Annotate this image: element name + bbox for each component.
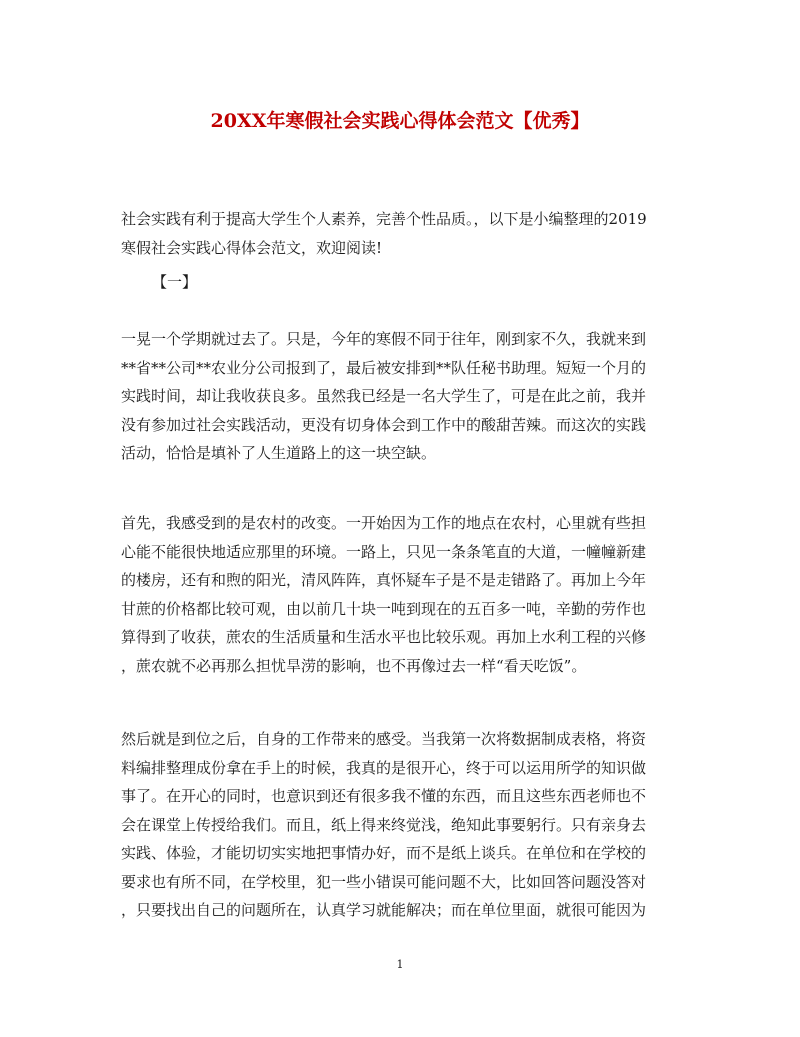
paragraph-line: 料编排整理成份拿在手上的时候，我真的是很开心，终于可以运用所学的知识做: [121, 758, 647, 777]
page-number: 1: [396, 958, 404, 971]
paragraph-line: 会在课堂上传授给我们。而且，纸上得来终觉浅，绝知此事要躬行。只有亲身去: [121, 815, 647, 834]
paragraph-line: 的楼房，还有和煦的阳光，清风阵阵，真怀疑车子是不是走错路了。再加上今年: [121, 571, 647, 589]
body-paragraph-2: [121, 509, 686, 680]
paragraph-line: 算得到了收获，蔗农的生活质量和生活水平也比较乐观。再加上水利工程的兴修: [121, 628, 647, 646]
paragraph-line: 事了。在开心的同时，也意识到还有很多我不懂的东西，而且这些东西老师也不: [121, 787, 647, 805]
paragraph-line: 心能不能很快地适应那里的环境。一路上，只见一条条笔直的大道，一幢幢新建: [121, 542, 647, 561]
intro-line: 寒假社会实践心得体会范文，欢迎阅读!: [121, 238, 383, 257]
paragraph-line: 要求也有所不同，在学校里，犯一些小错误可能问题不大，比如回答问题没答对: [121, 872, 647, 891]
body-paragraph-1: [121, 325, 686, 468]
paragraph-line: ，只要找出自己的问题所在，认真学习就能解决；而在单位里面，就很可能因为: [121, 901, 647, 919]
document-title: 20XX年寒假社会实践心得体会范文【优秀】: [210, 110, 590, 132]
paragraph-line: ，蔗农就不必再那么担忧旱涝的影响，也不再像过去一样“看天吃饭”。: [121, 656, 587, 675]
section-heading: 【一】: [152, 273, 198, 291]
paragraph-line: 然后就是到位之后，自身的工作带来的感受。当我第一次将数据制成表格，将资: [121, 730, 647, 748]
intro-paragraph: [121, 205, 686, 262]
body-paragraph-3: [121, 725, 686, 925]
paragraph-line: 首先，我感受到的是农村的改变。一开始因为工作的地点在农村，心里就有些担: [121, 514, 647, 532]
paragraph-line: 实践、体验，才能切切实实地把事情办好，而不是纸上谈兵。在单位和在学校的: [121, 844, 647, 862]
paragraph-line: 活动，恰恰是填补了人生道路上的这一块空缺。: [121, 444, 437, 462]
paragraph-line: 实践时间，却让我收获良多。虽然我已经是一名大学生了，可是在此之前，我并: [121, 387, 647, 405]
paragraph-line: 一晃一个学期就过去了。只是，今年的寒假不同于往年，刚到家不久，我就来到: [121, 330, 647, 348]
paragraph-line: 甘蔗的价格都比较可观，由以前几十块一吨到现在的五百多一吨，辛勤的劳作也: [121, 599, 647, 618]
paragraph-line: **省**公司**农业分公司报到了，最后被安排到**队任秘书助理。短短一个月的: [121, 358, 647, 377]
intro-line: 社会实践有利于提高大学生个人素养，完善个性品质。，以下是小编整理的2019: [121, 210, 647, 228]
paragraph-line: 没有参加过社会实践活动，更没有切身体会到工作中的酸甜苦辣。而这次的实践: [121, 415, 647, 434]
